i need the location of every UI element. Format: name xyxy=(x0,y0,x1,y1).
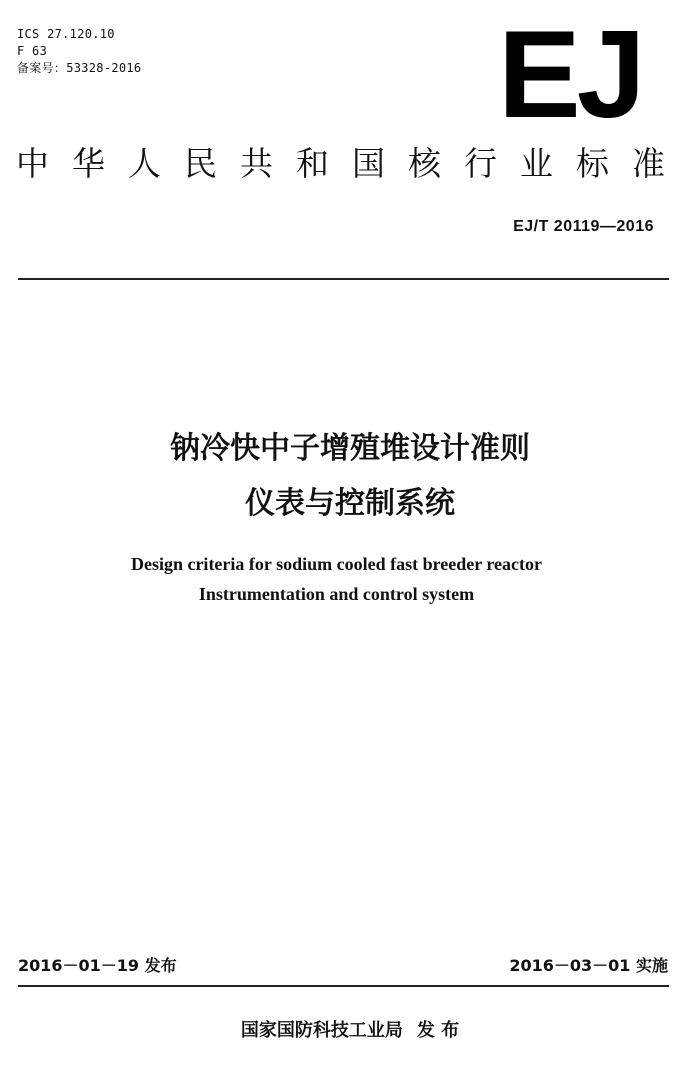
english-title-line-1: Design criteria for sodium cooled fast breeder reactor xyxy=(130,554,543,574)
issue-date: 2016－01－19 发布 xyxy=(18,956,177,975)
ej-logo: EJ xyxy=(498,6,642,144)
chinese-title-line-2: 仪表与控制系统 xyxy=(245,486,455,521)
standard-category-title: 中华人民共和国核行业标准 xyxy=(16,144,688,183)
publisher-action: 发 布 xyxy=(416,1020,460,1041)
implementation-date: 2016－03－01 实施 xyxy=(509,956,668,975)
publisher-name: 国家国防科技工业局 xyxy=(240,1020,403,1041)
standard-number: EJ/T 20119—2016 xyxy=(513,218,654,235)
filing-number: 备案号：53328-2016 xyxy=(17,61,142,75)
footer-divider xyxy=(18,985,669,987)
classification-info xyxy=(17,26,141,77)
english-title-line-2: Instrumentation and control system xyxy=(198,584,475,604)
publisher-line xyxy=(0,1016,700,1042)
header-divider xyxy=(18,278,669,280)
ics-code: ICS 27.120.10 xyxy=(17,27,115,41)
chinese-title-line-1: 钠冷快中子增殖堆设计准则 xyxy=(170,431,530,466)
ccs-code: F 63 xyxy=(17,44,48,58)
